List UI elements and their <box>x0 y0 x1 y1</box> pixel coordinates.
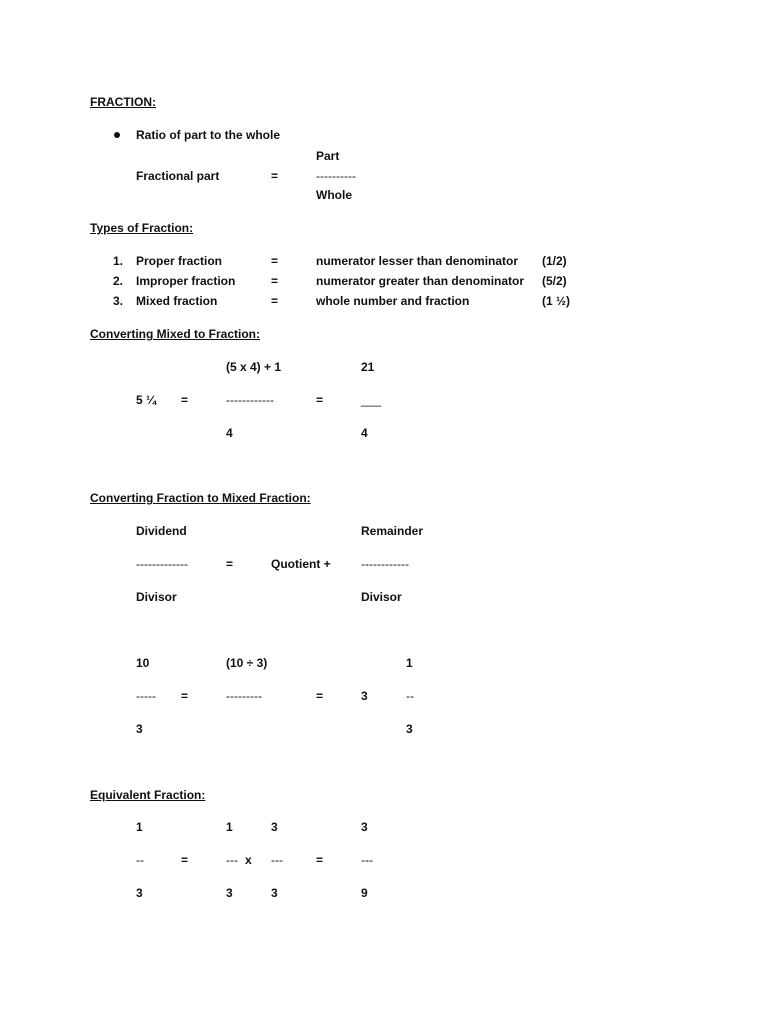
eq-bar: --- <box>271 853 283 867</box>
bullet-icon <box>114 132 120 138</box>
eq-denominator: 3 <box>226 886 233 900</box>
mtf-equals: = <box>181 393 189 407</box>
type-number: 1. <box>113 254 124 268</box>
type-equals: = <box>271 274 279 288</box>
definition-denominator: Whole <box>316 188 352 202</box>
type-example: (1/2) <box>542 254 567 268</box>
mtf-result-bar: ___ <box>361 393 382 407</box>
ftm-example-fraction-numerator: 1 <box>406 656 413 670</box>
page-title: FRACTION: <box>90 95 156 109</box>
ftm-example-bar: --------- <box>226 689 262 703</box>
mtf-result-numerator: 21 <box>361 360 375 374</box>
types-heading: Types of Fraction: <box>90 221 194 235</box>
eq-denominator: 9 <box>361 886 368 900</box>
type-name: Mixed fraction <box>136 294 218 308</box>
ftm-quotient: Quotient + <box>271 557 331 571</box>
type-description: numerator greater than denominator <box>316 274 525 288</box>
definition-numerator: Part <box>316 149 340 163</box>
ftm-bar: ------------ <box>361 557 409 571</box>
eq-equals: = <box>181 853 189 867</box>
definition-label: Fractional part <box>136 169 220 183</box>
ftm-divisor: Divisor <box>136 590 177 604</box>
type-equals: = <box>271 294 279 308</box>
type-name: Proper fraction <box>136 254 223 268</box>
ftm-remainder: Remainder <box>361 524 424 538</box>
mtf-numerator-expression: (5 x 4) + 1 <box>226 360 282 374</box>
equivalent-heading: Equivalent Fraction: <box>90 788 206 802</box>
definition-equals: = <box>271 169 279 183</box>
ftm-example-equals: = <box>181 689 189 703</box>
eq-denominator: 3 <box>271 886 278 900</box>
type-name: Improper fraction <box>136 274 236 288</box>
ftm-divisor: Divisor <box>361 590 402 604</box>
type-number: 2. <box>113 274 124 288</box>
type-number: 3. <box>113 294 124 308</box>
ftm-example-whole: 3 <box>361 689 368 703</box>
type-equals: = <box>271 254 279 268</box>
ftm-example-fraction-denominator: 3 <box>406 722 413 736</box>
fraction-to-mixed-heading: Converting Fraction to Mixed Fraction: <box>90 491 311 505</box>
type-example: (1 ½) <box>542 294 571 308</box>
ftm-example-numerator: 10 <box>136 656 150 670</box>
definition-bar: ---------- <box>316 169 356 183</box>
mixed-to-fraction-heading: Converting Mixed to Fraction: <box>90 327 261 341</box>
eq-numerator: 3 <box>361 820 368 834</box>
mtf-denominator: 4 <box>226 426 233 440</box>
mtf-result-denominator: 4 <box>361 426 368 440</box>
ftm-equals: = <box>226 557 234 571</box>
ftm-example-fraction-bar: -- <box>406 689 414 703</box>
eq-bar: --- <box>361 853 373 867</box>
ftm-example-denominator: 3 <box>136 722 143 736</box>
mtf-equals: = <box>316 393 324 407</box>
mtf-bar: ------------ <box>226 393 274 407</box>
eq-denominator: 3 <box>136 886 143 900</box>
ftm-example-equals: = <box>316 689 324 703</box>
eq-equals: = <box>316 853 324 867</box>
eq-numerator: 1 <box>136 820 143 834</box>
eq-bar: -- <box>136 853 144 867</box>
eq-times: x <box>245 853 252 867</box>
mtf-mixed-number: 5 ¼ <box>136 393 157 407</box>
ftm-dividend: Dividend <box>136 524 187 538</box>
ftm-bar: ------------- <box>136 557 188 571</box>
ftm-example-division: (10 ÷ 3) <box>226 656 268 670</box>
ftm-example-bar: ----- <box>136 689 156 703</box>
eq-numerator: 3 <box>271 820 278 834</box>
type-example: (5/2) <box>542 274 567 288</box>
type-description: numerator lesser than denominator <box>316 254 519 268</box>
definition-text: Ratio of part to the whole <box>136 128 280 142</box>
eq-numerator: 1 <box>226 820 233 834</box>
eq-bar: --- <box>226 853 238 867</box>
type-description: whole number and fraction <box>316 294 470 308</box>
